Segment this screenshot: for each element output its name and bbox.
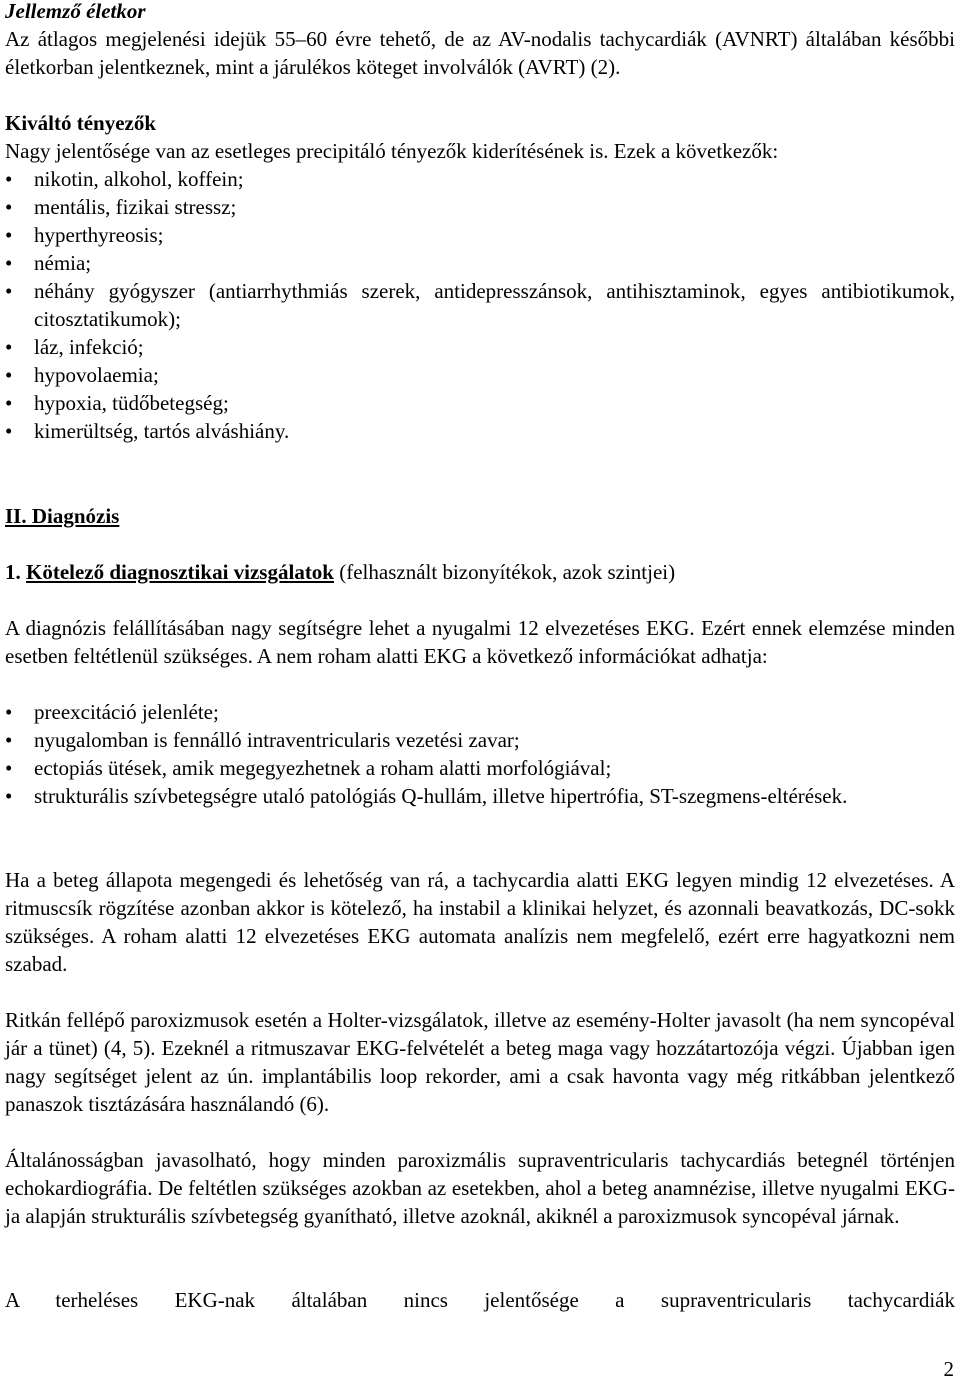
section-title-age: Jellemző életkor [5, 0, 146, 23]
list-item: • ectopiás ütések, amik megegyezhetnek a roham alatti morfológiával; [5, 754, 955, 782]
list-item: • néhány gyógyszer (antiarrhythmiás szerek, antidepresszánsok, antihisztaminok, egyes antibiotikumok, citosztatikumok); [5, 277, 955, 333]
diagnosis-paragraph-4: Általánosságban javasolható, hogy minden paroxizmális supraventricularis tachycardiás betegnél történjen echokardiográfia. De feltétlen szükséges azokban az esetekben, ahol a beteg anamnézise, illetve nyugalmi EKG-ja alapján strukturális szívbetegség gyanítható, illetve azoknál, akiknél a paroxizmusok syncopéval járnak. [5, 1148, 955, 1228]
list-item: • láz, infekció; [5, 333, 955, 361]
list-item: • hypovolaemia; [5, 361, 955, 389]
diagnosis-paragraph-5: A terheléses EKG-nak általában nincs jelentősége a supraventricularis tachycardiák [5, 1288, 955, 1312]
diagnosis-paragraph-3: Ritkán fellépő paroxizmusok esetén a Holter-vizsgálatok, illetve az esemény-Holter javasolt (ha nem syncopéval jár a tünet) (4, 5). Ezeknél a ritmuszavar EKG-felvételét a beteg maga vagy hozzátartozója végzi. Újabban igen nagy segítséget jelent az ún. implantábilis loop rekorder, ami a csak havonta vagy még ritkábban jelentkező panaszok tisztázására használandó (6). [5, 1008, 955, 1116]
triggers-list [5, 165, 955, 445]
triggers-intro: Nagy jelentősége van az esetleges precipitáló tényezők kiderítésének is. Ezek a következők: [5, 139, 779, 163]
ecg-info-list [5, 698, 955, 810]
subsection-number: 1. [5, 560, 21, 584]
list-item: • kimerültség, tartós alváshiány. [5, 417, 955, 445]
list-item: • preexcitáció jelenléte; [5, 698, 955, 726]
list-item: • nyugalomban is fennálló intraventricularis vezetési zavar; [5, 726, 955, 754]
subsection-title: Kötelező diagnosztikai vizsgálatok [26, 560, 334, 584]
page-number: 2 [943, 1357, 954, 1381]
list-item: • némia; [5, 249, 955, 277]
age-paragraph: Az átlagos megjelenési idejük 55–60 évre tehető, de az AV-nodalis tachycardiák (AVNRT) általában későbbi életkorban jelentkeznek, mint a járulékos köteget involválók (AVRT) (2). [5, 27, 955, 79]
diagnosis-paragraph-1: A diagnózis felállításában nagy segítségre lehet a nyugalmi 12 elvezetéses EKG. Ezért ennek elemzése minden esetben feltétlenül szükséges. A nem roham alatti EKG a következő információkat adhatja: [5, 616, 955, 668]
subsection-title-mandatory [5, 558, 955, 586]
list-item: • hyperthyreosis; [5, 221, 955, 249]
section-title-diagnosis: II. Diagnózis [5, 504, 120, 528]
diagnosis-paragraph-2: Ha a beteg állapota megengedi és lehetőség van rá, a tachycardia alatti EKG legyen mindig 12 elvezetéses. A ritmuscsík rögzítése azonban akkor is kötelező, ha instabil a klinikai helyzet, és azonnali beavatkozás, DC-sokk szükséges. A roham alatti 12 elvezetéses EKG automata analízis nem megfelelő, ezért erre hagyatkozni nem szabad. [5, 868, 955, 976]
list-item: • mentális, fizikai stressz; [5, 193, 955, 221]
section-title-triggers: Kiváltó tényezők [5, 111, 157, 135]
list-item: • nikotin, alkohol, koffein; [5, 165, 955, 193]
subsection-title-rest: (felhasznált bizonyítékok, azok szintjei) [339, 560, 676, 584]
list-item: • strukturális szívbetegségre utaló patológiás Q-hullám, illetve hipertrófia, ST-szegmens-eltérések. [5, 782, 955, 810]
list-item: • hypoxia, tüdőbetegség; [5, 389, 955, 417]
